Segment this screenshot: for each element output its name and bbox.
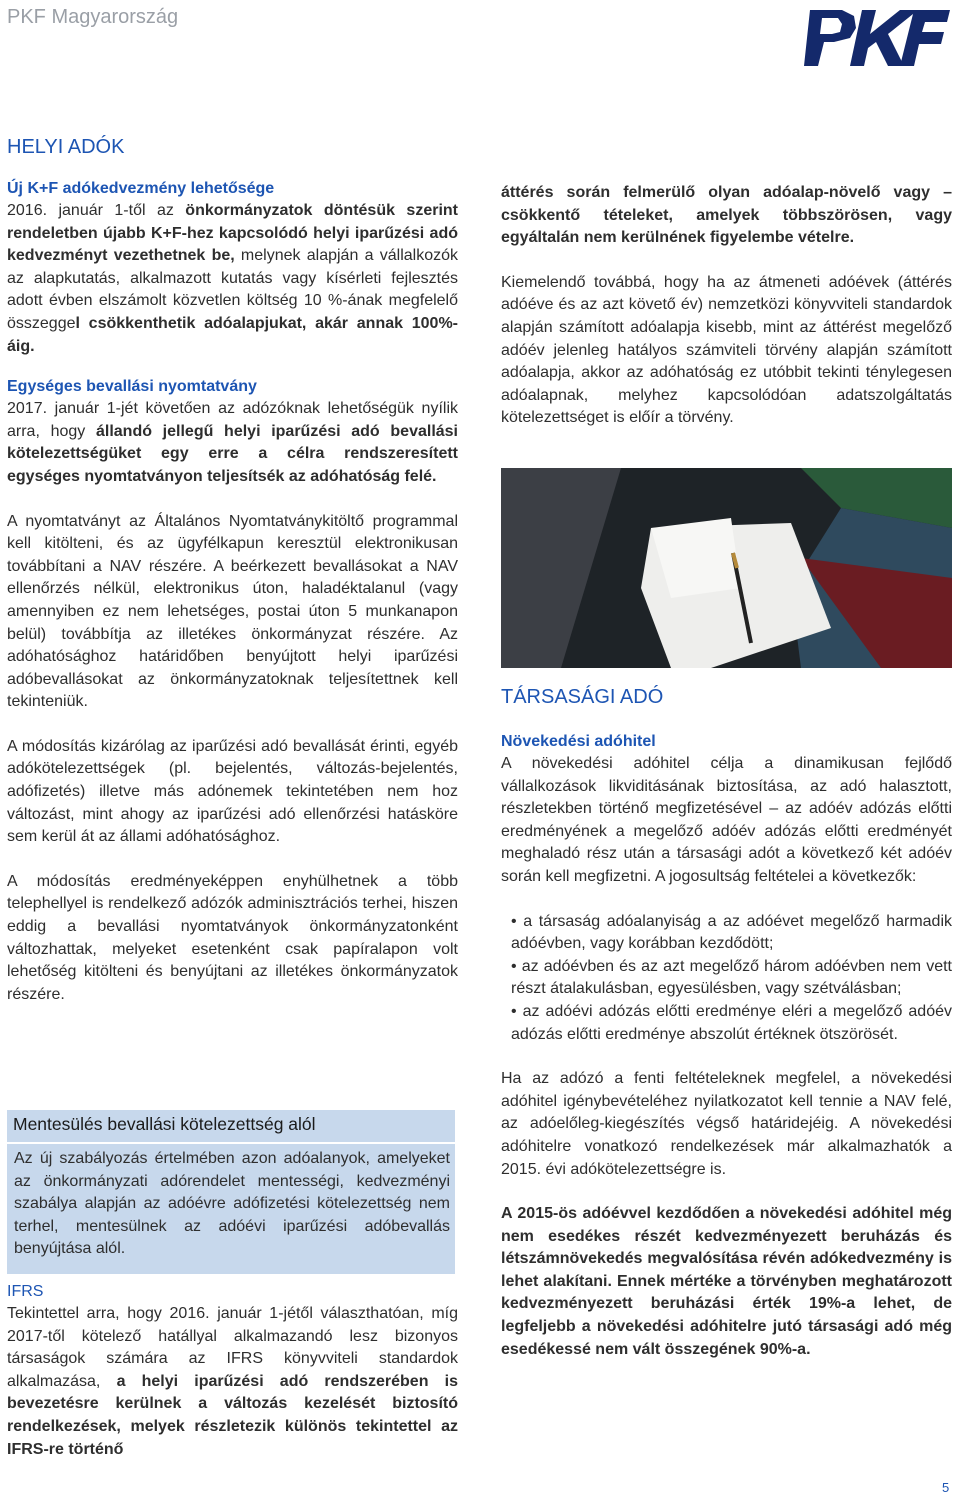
paragraph-modification-scope: A módosítás kizárólag az iparűzési adó bevallását érinti, egyéb adókötelezettségek (pl. bejelentés, változás-bejelentés, adófizetés) illetve más adónemek tekintetében nem hoz változást, mint ahogy az iparűzési adó ellenőrzési hatásköre sem kerül át az állami adóhatósághoz. [7,737,458,846]
ifrs-title: IFRS [7,1283,44,1300]
desk-photo [501,468,952,668]
pkf-logo [804,2,950,70]
paragraph-declaration: Ha az adózó a fenti feltételeknek megfelel, a növekedési adóhitel igénybevételéhez nyilatkozatot kell tennie a NAV felé, az adóelőleg-kiegészítés végső határidejéig. A növekedési adóhitelre vonatkozó rendelkezések már alkalmazhatók a 2015. évi adókötelezettségre is. [501,1070,952,1178]
right-column-bottom [501,686,952,1361]
paragraph-transition-base: Kiemelendő továbbá, hogy ha az átmeneti adóévek (áttérés adóéve és az azt követő év) nemzetközi könyvviteli standardok alapján számított adóalapja kisebb, mint az áttérést megelőző adóév jelenleg hatályos számviteli törvény alapján számított adóalapja, akkor az adóhatóság ez utóbbit tekinti ténylegesen adóalapnak, melyhez kapcsolódóan adatszolgáltatás kötelezettséget is előír a törvény. [501,273,952,427]
list-item: • az adóévben és az azt megelőző három adóévben nem vett részt átalakulásban, egyesülésben, vagy szétválásban; [511,957,952,998]
exemption-box-divider [7,1142,455,1144]
paragraph-investment-credit: A 2015-ös adóévvel kezdődően a növekedési adóhitel még nem esedékes részét kedvezményezett beruházás és létszámnövekedés megvalósítása révén adókedvezmény is lehet alakítani. Ennek mértéke a törvényben meghatározott kedvezményezett beruházási érték 19%-a lehet, de legfeljebb a növekedési adóhitelre jutó társasági adó még esedékessé nem vált összegének 90%-a. [501,1205,952,1358]
paragraph-modification-result: A módosítás eredményeképpen enyhülhetnek a több telephellyel is rendelkező adózók adminisztrációs terhei, hiszen eddig a bevallási nyomtatványok önkormányzatonként változhattak, melyeket esetenként csak papíralapon volt lehetőség kitölteni és benyújtani az illetékes önkormányzatok részére. [7,872,458,1003]
right-column-top [501,182,952,430]
page-number: 5 [942,1480,950,1495]
paragraph-rnd: 2016. január 1-től az önkormányzatok döntésük szerint rendeletben újabb K+F-hez kapcsolódó helyi iparűzési adó kedvezményt vezethetnek be, melynek alapján a vállalkozók az alapkutatás, alkalmazott kutatás vagy kísérleti fejlesztés adott évben elszámolt közvetlen költség 10 %-ának megfelelő összeggel csökkenthetik adóalapjukat, akár annak 100%-áig. [7,202,458,355]
paragraph-growth-credit: A növekedési adóhitel célja a dinamikusan fejlődő vállalkozások likviditásának biztosítása, az adó halasztott, részletekben történő megfizetésével – az adóév adózás előtti eredményének a megelőző adóév adózás előtti eredményét meghaladó rész után a társasági adót a következő két adóév során kell megfizetni. A jogosultság feltételei a következők: [501,755,952,885]
ifrs-section [7,1281,458,1461]
list-item: • a társaság adóalanyiság a az adóévet megelőző harmadik adóévben, vagy korábban kezdődött; [511,912,952,953]
section-title-local-taxes: HELYI ADÓK [7,136,125,158]
paragraph-form-submission: A nyomtatványt az Általános Nyomtatványkitöltő programmal kell kitölteni, és az ügyfélkapun keresztül elektronikusan továbbítani a NAV részére. A beérkezett bevallásokat a NAV ellenőrzés nélkül, elektronikus úton, haladéktalanul (vagy amennyiben ez nem lehetséges, postai úton 5 munkanapon belül) továbbítja az illetékes önkormányzat részére. Az adóhatósághoz határidőben benyújtott helyi iparűzési adóbevallásokat az önkormányzatoknak teljesítettnek kell tekinteniük. [7,512,458,711]
paragraph-ifrs: Tekintettel arra, hogy 2016. január 1-jétől választhatóan, míg 2017-től kötelező hatállyal alkalmazandó lesz bizonyos társaságok számára az IFRS könyvviteli standardok alkalmazása, a helyi iparűzési adó rendszerében is bevezetésre kerülnek a változás kezelését biztosító rendelkezések, melyek részletezik különös tekintettel az IFRS-re történő [7,1305,458,1458]
paragraph-form: 2017. január 1-jét követően az adózóknak lehetőségük nyílik arra, hogy állandó jellegű helyi iparűzési adó bevallási kötelezettségüket egy erre a célra rendszeresített egységes nyomtatványon teljesítsék az adóhatóság felé. [7,400,459,485]
exemption-box-text: Az új szabályozás értelmében azon adóalanyok, amelyeket az önkormányzati adórendelet mentességi, kedvezményi szabálya alapján az adóévre adófizetési kötelezettség nem terhel, mentesülnek az adóévi iparűzési adóbevallás benyújtása alól. [14,1150,450,1258]
left-column [7,136,458,1006]
subsection-title-form: Egységes bevallási nyomtatvány [7,378,257,396]
brand-name: PKF Magyarország [7,6,179,28]
list-item: • az adóévi adózás előtti eredménye eléri a megelőző adóév adózás előtti eredménye abszolút értéknek ötszörösét. [511,1002,952,1043]
subsection-title-rnd: Új K+F adókedvezmény lehetősége [7,180,275,197]
section-title-corporate-tax: TÁRSASÁGI ADÓ [501,686,664,708]
desk-photo-illustration [501,468,952,668]
subsection-title-growth-credit: Növekedési adóhitel [501,733,656,750]
exemption-box-title: Mentesülés bevallási kötelezettség alól [13,1114,316,1134]
paragraph-transition-items: áttérés során felmerülő olyan adóalap-növelő vagy –csökkentő tételeket, amelyek többszörösen, vagy egyáltalán nem kerülnének figyelembe vételre. [501,184,952,247]
exemption-box [7,1110,455,1274]
conditions-list [501,911,952,1047]
